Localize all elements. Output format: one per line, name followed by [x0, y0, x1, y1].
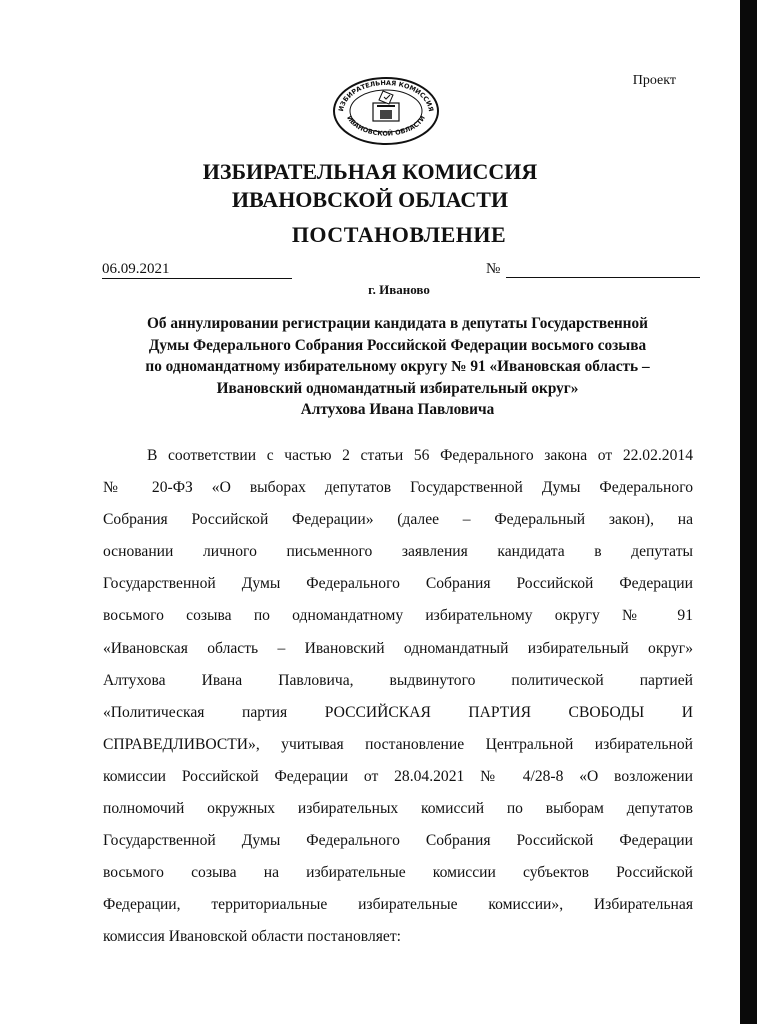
number-blank-field: [506, 260, 700, 278]
number-sign: №: [486, 261, 501, 277]
commission-seal-icon: [333, 77, 439, 145]
decree-date: 06.09.2021: [102, 260, 292, 279]
commission-name: [0, 158, 740, 214]
decree-number: [486, 260, 700, 278]
subject-line: по одномандатному избирательному округу № 91 «Ивановская область –: [145, 358, 650, 375]
subject-line: Алтухова Ивана Павловича: [300, 401, 495, 418]
body-line: Государственной Думы Федерального Собрания Российской Федерации: [103, 832, 693, 850]
body-line: восьмого созыва по одномандатному избирательному округу № 91: [103, 607, 693, 625]
city-name: г. Иваново: [368, 282, 430, 297]
commission-name-line1: ИЗБИРАТЕЛЬНАЯ КОМИССИЯ: [202, 159, 538, 184]
document-type-heading: ПОСТАНОВЛЕНИЕ: [291, 222, 507, 247]
body-line: основании личного письменного заявления кандидата в депутаты: [103, 543, 693, 561]
body-line: комиссии Российской Федерации от 28.04.2021 № 4/28-8 «О возложении: [103, 767, 693, 785]
body-line: комиссия Ивановской области постановляет:: [103, 928, 401, 946]
decree-body: [103, 440, 693, 954]
body-line: Федерации, территориальные избирательные комиссии», Избирательная: [103, 896, 693, 914]
body-line: «Ивановская область – Ивановский одномандатный избирательный округ»: [103, 639, 693, 657]
subject-line: Думы Федерального Собрания Российской Федерации восьмого созыва: [148, 336, 647, 354]
decree-subject: [100, 313, 695, 421]
body-line: Алтухова Ивана Павловича, выдвинутого политической партией: [103, 671, 693, 689]
body-line: Собрания Российской Федерации» (далее – Федеральный закон), на: [103, 511, 693, 529]
subject-line: Ивановский одномандатный избирательный округ»: [216, 379, 579, 397]
body-line: восьмого созыва на избирательные комиссии субъектов Российской: [103, 864, 693, 882]
body-line: Государственной Думы Федерального Собрания Российской Федерации: [103, 575, 693, 593]
body-line: В соответствии с частью 2 статьи 56 Федерального закона от 22.02.2014: [147, 447, 693, 464]
page-edge-shadow: [740, 0, 757, 1024]
seal-text-bottom: ИВАНОВСКОЙ ОБЛАСТИ: [345, 114, 427, 138]
body-line: «Политическая партия РОССИЙСКАЯ ПАРТИЯ СВОБОДЫ И: [103, 703, 693, 721]
subject-line: Об аннулировании регистрации кандидата в депутаты Государственной: [147, 315, 648, 332]
body-line: № 20-ФЗ «О выборах депутатов Государственной Думы Федерального: [103, 479, 693, 497]
body-line: СПРАВЕДЛИВОСТИ», учитывая постановление Центральной избирательной: [103, 735, 693, 753]
body-line: полномочий окружных избирательных комиссий по выборам депутатов: [103, 800, 693, 818]
draft-label: Проект: [632, 73, 676, 88]
seal-text-top: ИЗБИРАТЕЛЬНАЯ КОМИССИЯ: [336, 78, 436, 113]
commission-name-line2: ИВАНОВСКОЙ ОБЛАСТИ: [231, 187, 509, 212]
